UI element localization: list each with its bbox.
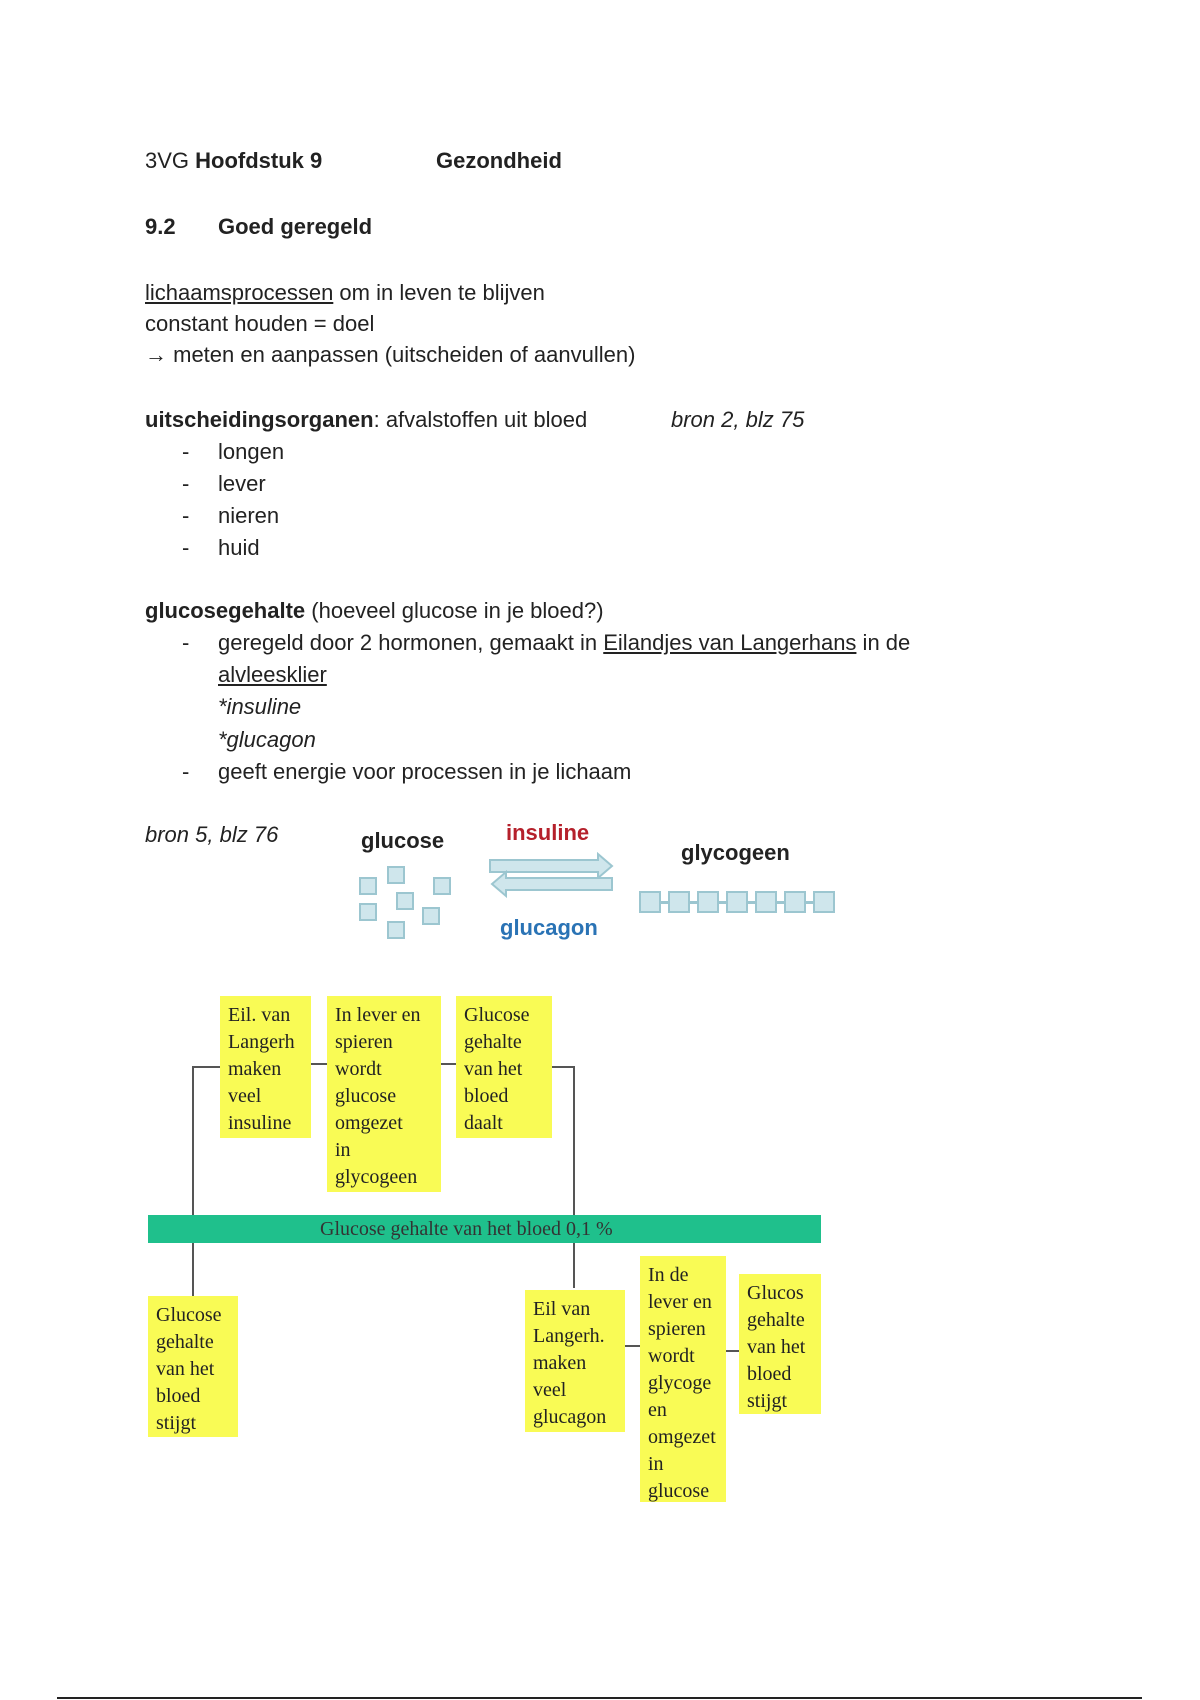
connector-line: [192, 1066, 222, 1068]
glycogen-unit: [639, 891, 661, 913]
excretion-desc: : afvalstoffen uit bloed: [373, 407, 588, 432]
page-title-text: Gezondheid: [436, 148, 562, 173]
langerhans-term: Eilandjes van Langerhans: [603, 630, 857, 655]
glucose-molecule: [422, 907, 440, 925]
pancreas-term: alvleesklier: [218, 662, 327, 687]
section-title-text: Goed geregeld: [218, 214, 373, 239]
glycogen-unit: [697, 891, 719, 913]
glucose-label: [361, 828, 444, 854]
glucose-desc: (hoeveel glucose in je bloed?): [305, 598, 604, 623]
intro-line-2: constant houden = doel: [145, 311, 375, 336]
excretion-source: bron 2, blz 75: [671, 407, 805, 432]
glucose-bullet-1-a: geregeld door 2 hormonen, gemaakt in: [218, 630, 604, 655]
diagram-source: bron 5, blz 76: [145, 822, 279, 847]
note-insuline-production: Eil. van Langerh maken veel insuline: [220, 996, 311, 1138]
connector-line: [310, 1063, 328, 1065]
chapter-label: Hoofdstuk 9: [195, 148, 323, 173]
glycogen-unit: [668, 891, 690, 913]
glycogen-unit: [755, 891, 777, 913]
hormone-glucagon: *glucagon: [218, 727, 316, 752]
note-glucose-drops: Glucose gehalte van het bloed daalt: [456, 996, 552, 1138]
arrow-left-icon: [492, 872, 612, 896]
course-code: 3VG: [145, 148, 190, 173]
page-divider: [57, 1697, 1142, 1699]
header: [145, 148, 322, 174]
organ-item: lever: [218, 471, 266, 496]
list-dash: -: [182, 759, 190, 784]
glucose-heading: [145, 598, 604, 624]
glucose-bullet-2: geeft energie voor processen in je lichaam: [218, 759, 632, 784]
connector-line: [552, 1066, 574, 1068]
connector-line: [573, 1066, 575, 1288]
note-glucagon-production: Eil van Langerh. maken veel glucagon: [525, 1290, 625, 1432]
note-glycogen-breakdown: In de lever en spieren wordt glycoge en omgezet in glucose: [640, 1256, 726, 1502]
intro-line-3: → meten en aanpassen (uitscheiden of aanvullen): [145, 342, 636, 367]
organ-item: huid: [218, 535, 260, 560]
hormone-insuline: *insuline: [218, 694, 302, 719]
glucose-label-text: glucose: [361, 828, 445, 853]
arrow-right-icon: [490, 854, 612, 878]
list-dash: -: [182, 471, 190, 496]
glucagon-label: [500, 915, 598, 941]
glycogeen-label: [681, 840, 790, 866]
note-glucose-rises-right: Glucos gehalte van het bloed stijgt: [739, 1274, 821, 1414]
blood-glucose-bar-text: Glucose gehalte van het bloed 0,1 %: [320, 1218, 613, 1240]
note-glycogen-formation: In lever en spieren wordt glucose omgezet in glycogeen: [327, 996, 441, 1192]
glucose-molecule: [396, 892, 414, 910]
excretion-heading: [145, 407, 587, 433]
connector-line: [192, 1066, 194, 1296]
glucose-bullet-1: [218, 630, 910, 656]
list-dash: -: [182, 535, 190, 560]
intro-term: lichaamsprocessen: [145, 280, 334, 305]
conversion-arrows: [488, 852, 616, 900]
list-dash: -: [182, 503, 190, 528]
glucose-bullet-1-b: in de: [856, 630, 911, 655]
list-dash: -: [182, 439, 190, 464]
intro-line-1-rest: om in leven te blijven: [333, 280, 545, 305]
blood-glucose-bar: [148, 1215, 821, 1243]
glycogen-unit: [813, 891, 835, 913]
glucagon-label-text: glucagon: [500, 915, 598, 940]
section-number: [145, 214, 176, 240]
glucose-molecule: [359, 877, 377, 895]
section-title: [218, 214, 372, 240]
glycogeen-label-text: glycogeen: [681, 840, 790, 865]
glucose-molecule: [433, 877, 451, 895]
page-title: [436, 148, 562, 174]
insuline-label: [506, 820, 589, 846]
glucose-molecule: [387, 866, 405, 884]
excretion-term: uitscheidingsorganen: [145, 407, 374, 432]
organ-item: longen: [218, 439, 285, 464]
glucose-molecule: [387, 921, 405, 939]
note-glucose-rises: Glucose gehalte van het bloed stijgt: [148, 1296, 238, 1437]
glycogen-unit: [784, 891, 806, 913]
section-number-text: 9.2: [145, 214, 176, 239]
organ-item: nieren: [218, 503, 280, 528]
intro-line-1: [145, 280, 545, 306]
glycogen-unit: [726, 891, 748, 913]
glucose-term: glucosegehalte: [145, 598, 306, 623]
insuline-label-text: insuline: [506, 820, 590, 845]
list-dash: -: [182, 630, 190, 655]
glucose-molecule: [359, 903, 377, 921]
